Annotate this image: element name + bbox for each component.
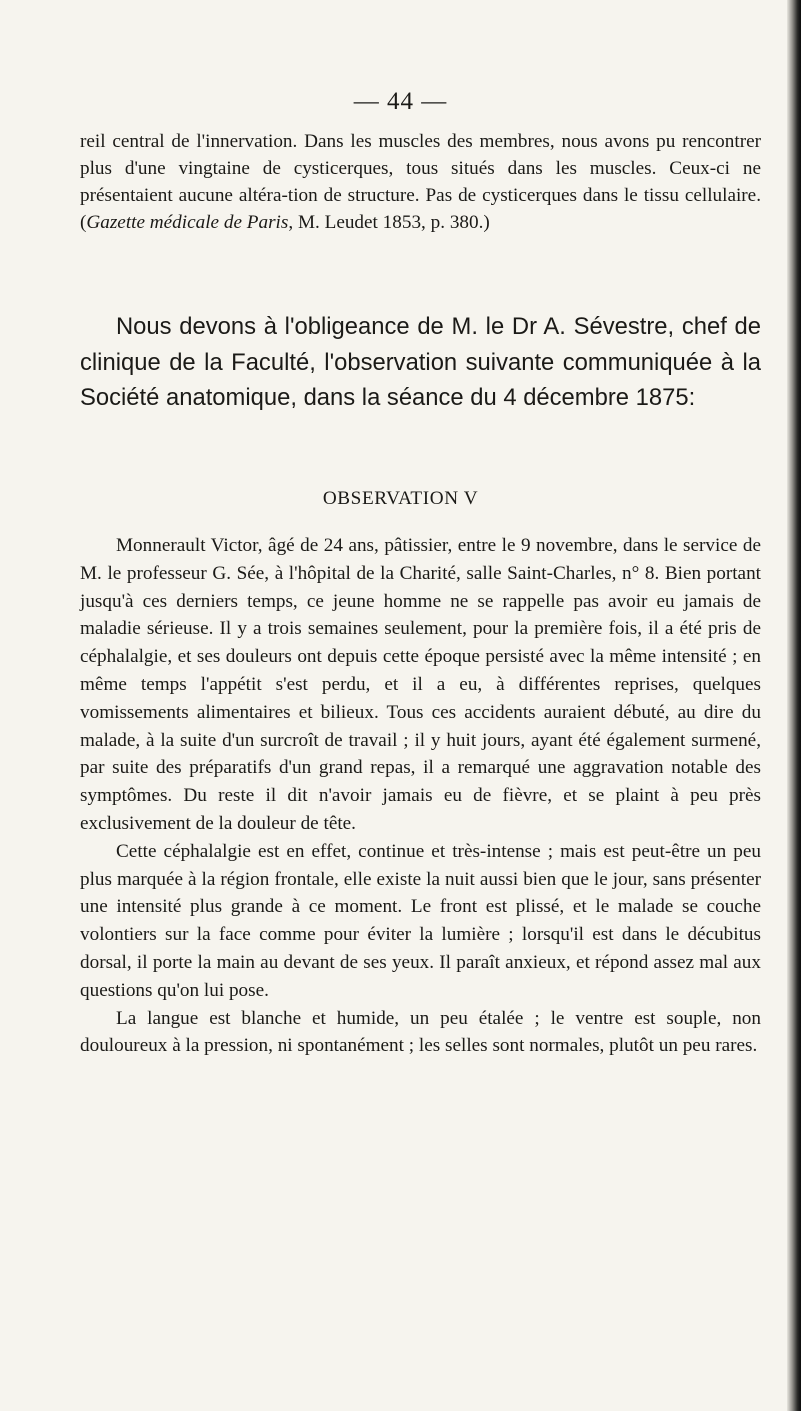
intro-text <box>80 128 761 236</box>
lead-paragraph <box>80 309 761 416</box>
intro-text-after-reference: , M. Leudet 1853, p. 380.) <box>288 212 490 233</box>
page-number: — 44 — <box>353 88 448 115</box>
observation-paragraph-2: Cette céphalalgie est en effet, continue et très-intense ; mais est peut-être un peu plus marquée à la région frontale, elle existe la nuit aussi bien que le jour, sans présenter une intensité plus grande à ce moment. Le front est plissé, et le malade se couche volontiers sur la face comme pour éviter la lumière ; lorsqu'il est dans le décubitus dorsal, il porte la main au devant de ses yeux. Il paraît anxieux, et répond assez mal aux questions qu'on lui pose. <box>80 840 761 1001</box>
observation-paragraph-1: Monnerault Victor, âgé de 24 ans, pâtissier, entre le 9 novembre, dans le service de M. le professeur G. Sée, à l'hôpital de la Charité, salle Saint-Charles, n° 8. Bien portant jusqu'à ces derniers temps, ce jeune homme ne se rappelle pas avoir eu jamais de maladie sérieuse. Il y a trois semaines seulement, pour la première fois, il a été pris de céphalalgie, et ses douleurs ont depuis cette époque persisté avec la même intensité ; en même temps l'appétit s'est perdu, et il a eu, à différentes reprises, quelques vomissements alimentaires et bilieux. Tous ces accidents auraient débuté, au dire du malade, à la suite d'un surcroît de travail ; il y huit jours, ayant été également surmené, par suite des préparatifs d'un grand repas, il a remarqué une aggravation notable des symptômes. Du reste il dit n'avoir jamais eu de fièvre, et se plaint à peu près exclusivement de la douleur de tête. <box>80 535 761 834</box>
scan-page-edge <box>787 0 801 1411</box>
observation-heading: OBSERVATION V <box>322 488 479 509</box>
intro-paragraph <box>80 128 761 236</box>
lead-text: Nous devons à l'obligeance de M. le Dr A. Sévestre, chef de clinique de la Faculté, l'observation suivante communiquée à la Société anatomique, dans la séance du 4 décembre 1875: <box>80 313 761 411</box>
observation-paragraph-3: La langue est blanche et humide, un peu étalée ; le ventre est souple, non douloureux à la pression, ni spontanément ; les selles sont normales, plutôt un peu rares. <box>80 1007 761 1057</box>
intro-text-before-reference: reil central de l'innervation. Dans les muscles des membres, nous avons pu rencontrer plus d'une vingtaine de cysticerques, tous situés dans les muscles. Ceux-ci ne présentaient aucune altéra-tion de structure. Pas de cysticerques dans le tissu cellulaire. ( <box>80 131 761 233</box>
reference-title: Gazette médicale de Paris <box>86 212 289 233</box>
observation-body <box>80 532 761 1060</box>
